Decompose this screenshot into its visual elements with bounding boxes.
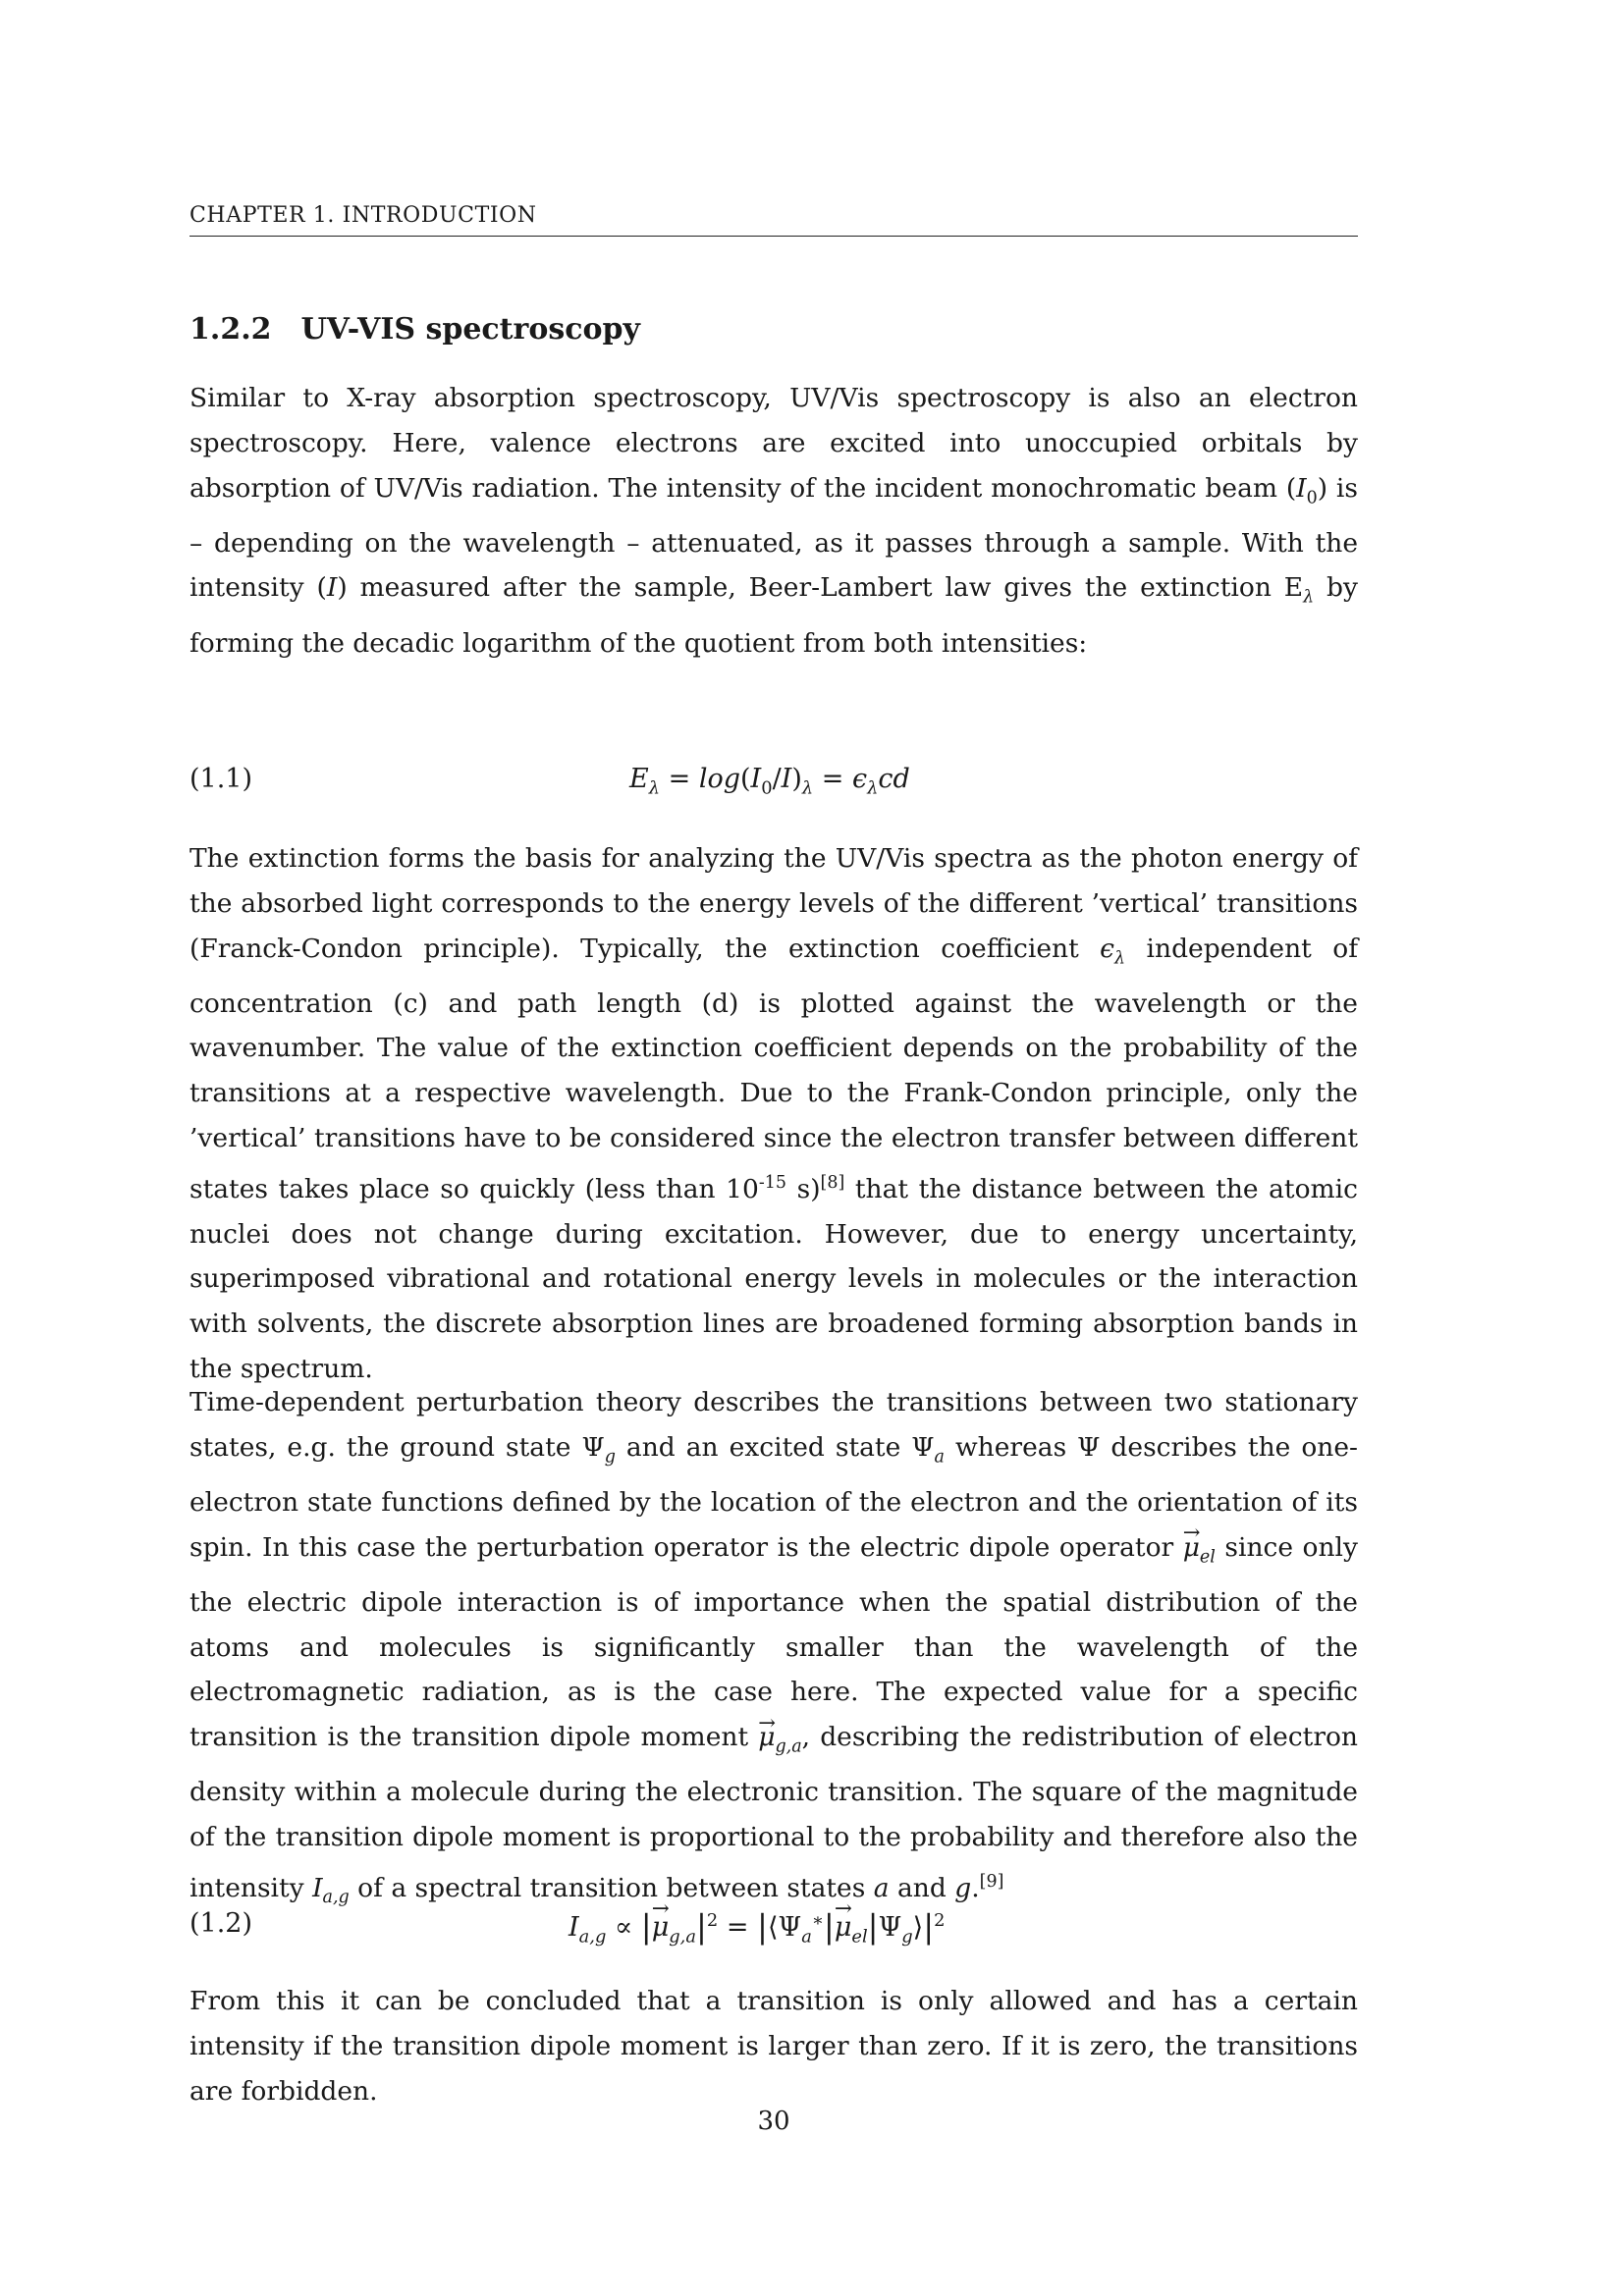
section-title: UV-VIS spectroscopy <box>300 312 640 347</box>
citation-8: [8] <box>820 1172 845 1193</box>
paragraph-intro: Similar to X-ray absorption spectroscopy, UV/Vis spectroscopy is also an electron spectroscopy. Here, valence electrons are excited into unoccupied orbitals by absorption of UV/Vis radiation. The intensity of the incident monochromatic beam $(I_0)$ is – depending on the wavelength – attenuated, as it passes through a sample. With the intensity (I) measured after the sample, Beer-Lambert law gives the extinction $E_\lambda$ by forming the decadic logarithm of the quotient from both intensities: <box>189 383 1358 659</box>
section-heading <box>189 312 640 347</box>
paragraph-extinction: The extinction forms the basis for analyzing the UV/Vis spectra as the photon energy of the absorbed light corresponds to the energy levels of the different ’vertical’ transitions (Franck-Condon principle). Typically, the extinction coefficient $\epsilon_\lambda$ independent of concentration (c) and path length (d) is plotted against the wavelength or the wavenumber. The value of the extinction coefficient depends on the probability of the transitions at a respective wavelength. Due to the Frank-Condon principle, only the ’vertical’ transitions have to be considered since the electron transfer between different states takes place so quickly (less than $10^{-15}$ s)[8] that the distance between the atomic nuclei does not change during excitation. However, due to energy uncertainty, superimposed vibrational and rotational energy levels in molecules or the interaction with solvents, the discrete absorption lines are broadened forming absorption bands in the spectrum. <box>189 843 1359 1384</box>
document-page <box>189 0 1358 2296</box>
citation-9: [9] <box>979 1871 1004 1892</box>
equation-number: (1.1) <box>189 764 253 794</box>
equation-body: $I_{a,g}$ ∝ |→ $\mu_{g,a}|^2$ = $|⟨\Psi_a^∗|\to$ $\mu_{el}|\Psi_g⟩|^2$ <box>568 1908 945 1947</box>
page-number: 30 <box>757 2107 790 2136</box>
paragraph-perturbation: Time-dependent perturbation theory describes the transitions between two stationary states, e.g. the ground state $\Psi_g$ and an excited state $\Psi_a$ whereas Ψ describes the one-electron state functions defined by the location of the electron and the orientation of its spin. In this case the perturbation operator is the electric dipole operator → $\mu_{el}$ since only the electric dipole interaction is of importance when the spatial distribution of the atoms and molecules is significantly smaller than the wavelength of the electromagnetic radiation, as is the case here. The expected value for a specific transition is the transition dipole moment → $\mu_{g,a}$, describing the redistribution of electron density within a molecule during the electronic transition. The square of the magnitude of the transition dipole moment is proportional to the probability and therefore also the intensity $I_{a,g}$ of a spectral transition between states a and g.[9] <box>189 1380 1358 1921</box>
equation-1-1 <box>189 764 1358 813</box>
paragraph-conclusion: From this it can be concluded that a transition is only allowed and has a certain intensity if the transition dipole moment is larger than zero. If it is zero, the transitions are forbidden. <box>189 1986 1358 2107</box>
equation-body: $E_\lambda = \log(I_0/I)_\lambda = \epsilon_\lambda cd$ <box>629 764 910 799</box>
section-number: 1.2.2 <box>189 312 272 347</box>
running-head: CHAPTER 1. INTRODUCTION <box>189 203 1358 237</box>
equation-1-2 <box>189 1908 1358 1957</box>
equation-number: (1.2) <box>189 1908 253 1939</box>
